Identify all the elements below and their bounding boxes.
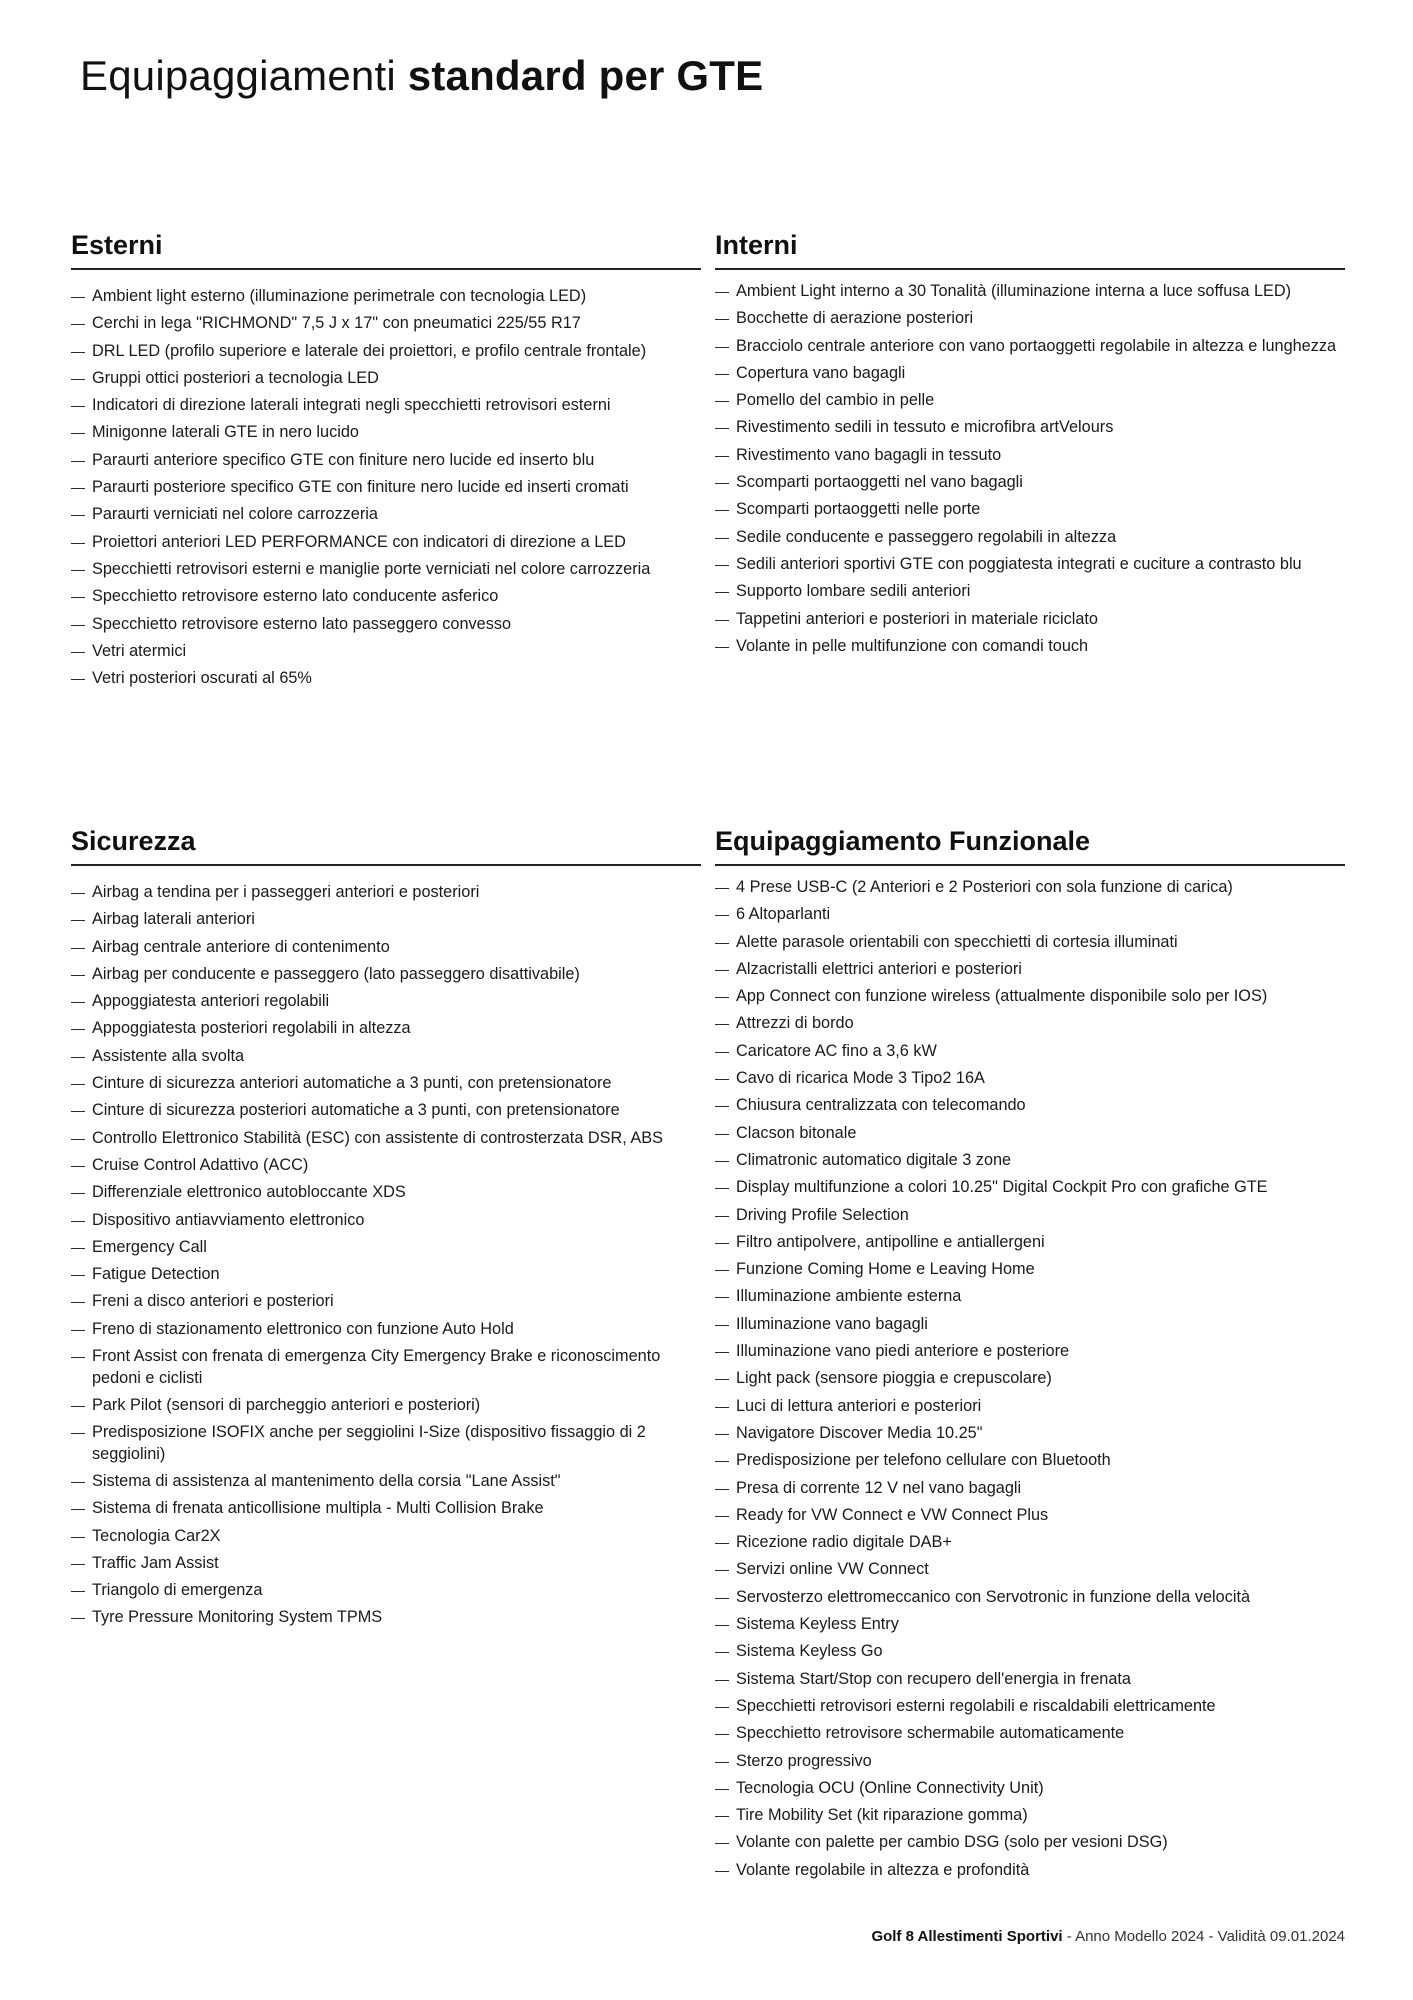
list-item: — Airbag a tendina per i passeggeri anteriori e posteriori bbox=[71, 882, 701, 904]
list-item: — Fatigue Detection bbox=[71, 1264, 701, 1286]
list-item: — Paraurti verniciati nel colore carrozzeria bbox=[71, 504, 701, 526]
page-title-light: Equipaggiamenti bbox=[80, 52, 396, 99]
list-item: — Tire Mobility Set (kit riparazione gomma) bbox=[715, 1805, 1345, 1827]
list-item: — Light pack (sensore pioggia e crepuscolare) bbox=[715, 1368, 1345, 1390]
list-item: — Alzacristalli elettrici anteriori e posteriori bbox=[715, 959, 1345, 981]
list-item: — Volante in pelle multifunzione con comandi touch bbox=[715, 636, 1345, 658]
list-item: — Tecnologia Car2X bbox=[71, 1526, 701, 1548]
list-item: — Tappetini anteriori e posteriori in materiale riciclato bbox=[715, 609, 1345, 631]
list-item: — Appoggiatesta anteriori regolabili bbox=[71, 991, 701, 1013]
page-title bbox=[80, 52, 763, 100]
list-item: — Appoggiatesta posteriori regolabili in altezza bbox=[71, 1018, 701, 1040]
section-heading: Esterni bbox=[71, 230, 701, 270]
list-item: — Tyre Pressure Monitoring System TPMS bbox=[71, 1607, 701, 1629]
list-item: — Presa di corrente 12 V nel vano bagagli bbox=[715, 1478, 1345, 1500]
list-item: — Proiettori anteriori LED PERFORMANCE con indicatori di direzione a LED bbox=[71, 532, 701, 554]
list-item: — Servosterzo elettromeccanico con Servotronic in funzione della velocità bbox=[715, 1587, 1345, 1609]
list-item: — Filtro antipolvere, antipolline e antiallergeni bbox=[715, 1232, 1345, 1254]
section-heading: Interni bbox=[715, 230, 1345, 270]
list-item: — Specchietto retrovisore esterno lato conducente asferico bbox=[71, 586, 701, 608]
footer-validity: - Anno Modello 2024 - Validità 09.01.2024 bbox=[1062, 1928, 1345, 1945]
list-item: — Cruise Control Adattivo (ACC) bbox=[71, 1155, 701, 1177]
list-item: — Specchietto retrovisore schermabile automaticamente bbox=[715, 1723, 1345, 1745]
list-item: — Climatronic automatico digitale 3 zone bbox=[715, 1150, 1345, 1172]
list-item: — Illuminazione vano piedi anteriore e posteriore bbox=[715, 1341, 1345, 1363]
section-funzionale bbox=[715, 826, 1345, 1887]
list-item: — Cerchi in lega "RICHMOND" 7,5 J x 17" con pneumatici 225/55 R17 bbox=[71, 313, 701, 335]
list-item: — Caricatore AC fino a 3,6 kW bbox=[715, 1041, 1345, 1063]
feature-list bbox=[715, 877, 1345, 1881]
list-item: — DRL LED (profilo superiore e laterale dei proiettori, e profilo centrale frontale) bbox=[71, 341, 701, 363]
feature-list bbox=[71, 286, 701, 690]
list-item: — Specchietti retrovisori esterni e maniglie porte verniciati nel colore carrozzeria bbox=[71, 559, 701, 581]
list-item: — Luci di lettura anteriori e posteriori bbox=[715, 1396, 1345, 1418]
list-item: — Servizi online VW Connect bbox=[715, 1559, 1345, 1581]
list-item: — Freni a disco anteriori e posteriori bbox=[71, 1291, 701, 1313]
list-item: — Paraurti anteriore specifico GTE con finiture nero lucide ed inserto blu bbox=[71, 450, 701, 472]
list-item: — Cinture di sicurezza posteriori automatiche a 3 punti, con pretensionatore bbox=[71, 1100, 701, 1122]
page-title-bold: standard per GTE bbox=[407, 52, 764, 99]
list-item: — Sistema Keyless Entry bbox=[715, 1614, 1345, 1636]
list-item: — Volante con palette per cambio DSG (solo per vesioni DSG) bbox=[715, 1832, 1345, 1854]
list-item: — Ambient Light interno a 30 Tonalità (illuminazione interna a luce soffusa LED) bbox=[715, 281, 1345, 303]
list-item: — Ricezione radio digitale DAB+ bbox=[715, 1532, 1345, 1554]
list-item: — Copertura vano bagagli bbox=[715, 363, 1345, 385]
list-item: — Gruppi ottici posteriori a tecnologia LED bbox=[71, 368, 701, 390]
list-item: — Controllo Elettronico Stabilità (ESC) con assistente di controsterzata DSR, ABS bbox=[71, 1128, 701, 1150]
list-item: — Differenziale elettronico autobloccante XDS bbox=[71, 1182, 701, 1204]
list-item: — Airbag per conducente e passeggero (lato passeggero disattivabile) bbox=[71, 964, 701, 986]
list-item: — Ambient light esterno (illuminazione perimetrale con tecnologia LED) bbox=[71, 286, 701, 308]
list-item: — Pomello del cambio in pelle bbox=[715, 390, 1345, 412]
list-item: — Paraurti posteriore specifico GTE con finiture nero lucide ed inserti cromati bbox=[71, 477, 701, 499]
list-item: — Airbag laterali anteriori bbox=[71, 909, 701, 931]
list-item: — Airbag centrale anteriore di contenimento bbox=[71, 937, 701, 959]
list-item: — Sterzo progressivo bbox=[715, 1751, 1345, 1773]
list-item: — Cinture di sicurezza anteriori automatiche a 3 punti, con pretensionatore bbox=[71, 1073, 701, 1095]
list-item: — Funzione Coming Home e Leaving Home bbox=[715, 1259, 1345, 1281]
section-heading: Equipaggiamento Funzionale bbox=[715, 826, 1345, 866]
list-item: — Dispositivo antiavviamento elettronico bbox=[71, 1210, 701, 1232]
list-item: — Freno di stazionamento elettronico con funzione Auto Hold bbox=[71, 1319, 701, 1341]
list-item: — Vetri posteriori oscurati al 65% bbox=[71, 668, 701, 690]
list-item: — Clacson bitonale bbox=[715, 1123, 1345, 1145]
list-item: — Sistema di frenata anticollisione multipla - Multi Collision Brake bbox=[71, 1498, 701, 1520]
list-item: — Supporto lombare sedili anteriori bbox=[715, 581, 1345, 603]
list-item: — Sistema Start/Stop con recupero dell'energia in frenata bbox=[715, 1669, 1345, 1691]
list-item: — Minigonne laterali GTE in nero lucido bbox=[71, 422, 701, 444]
list-item: — Alette parasole orientabili con specchietti di cortesia illuminati bbox=[715, 932, 1345, 954]
list-item: — Emergency Call bbox=[71, 1237, 701, 1259]
list-item: — Traffic Jam Assist bbox=[71, 1553, 701, 1575]
list-item: — Display multifunzione a colori 10.25" Digital Cockpit Pro con grafiche GTE bbox=[715, 1177, 1345, 1199]
list-item: — 4 Prese USB-C (2 Anteriori e 2 Posteriori con sola funzione di carica) bbox=[715, 877, 1345, 899]
list-item: — Sistema Keyless Go bbox=[715, 1641, 1345, 1663]
section-heading: Sicurezza bbox=[71, 826, 701, 866]
list-item: — 6 Altoparlanti bbox=[715, 904, 1345, 926]
list-item: — Illuminazione vano bagagli bbox=[715, 1314, 1345, 1336]
feature-list bbox=[715, 281, 1345, 657]
list-item: — Front Assist con frenata di emergenza City Emergency Brake e riconoscimento pedoni e ciclisti bbox=[71, 1346, 701, 1389]
list-item: — Assistente alla svolta bbox=[71, 1046, 701, 1068]
list-item: — Rivestimento sedili in tessuto e microfibra artVelours bbox=[715, 417, 1345, 439]
list-item: — Cavo di ricarica Mode 3 Tipo2 16A bbox=[715, 1068, 1345, 1090]
section-sicurezza bbox=[71, 826, 701, 1635]
list-item: — Illuminazione ambiente esterna bbox=[715, 1286, 1345, 1308]
list-item: — Sistema di assistenza al mantenimento della corsia "Lane Assist" bbox=[71, 1471, 701, 1493]
list-item: — Driving Profile Selection bbox=[715, 1205, 1345, 1227]
list-item: — Specchietti retrovisori esterni regolabili e riscaldabili elettricamente bbox=[715, 1696, 1345, 1718]
list-item: — Sedili anteriori sportivi GTE con poggiatesta integrati e cuciture a contrasto blu bbox=[715, 554, 1345, 576]
list-item: — Vetri atermici bbox=[71, 641, 701, 663]
list-item: — App Connect con funzione wireless (attualmente disponibile solo per IOS) bbox=[715, 986, 1345, 1008]
list-item: — Predisposizione ISOFIX anche per seggiolini I-Size (dispositivo fissaggio di 2 seggiolini) bbox=[71, 1422, 701, 1465]
section-interni bbox=[715, 230, 1345, 663]
list-item: — Ready for VW Connect e VW Connect Plus bbox=[715, 1505, 1345, 1527]
list-item: — Specchietto retrovisore esterno lato passeggero convesso bbox=[71, 614, 701, 636]
footer-title: Golf 8 Allestimenti Sportivi bbox=[871, 1928, 1063, 1945]
list-item: — Tecnologia OCU (Online Connectivity Unit) bbox=[715, 1778, 1345, 1800]
list-item: — Predisposizione per telefono cellulare con Bluetooth bbox=[715, 1450, 1345, 1472]
section-esterni bbox=[71, 230, 701, 695]
list-item: — Volante regolabile in altezza e profondità bbox=[715, 1860, 1345, 1882]
list-item: — Bocchette di aerazione posteriori bbox=[715, 308, 1345, 330]
list-item: — Triangolo di emergenza bbox=[71, 1580, 701, 1602]
list-item: — Chiusura centralizzata con telecomando bbox=[715, 1095, 1345, 1117]
list-item: — Scomparti portaoggetti nelle porte bbox=[715, 499, 1345, 521]
list-item: — Sedile conducente e passeggero regolabili in altezza bbox=[715, 527, 1345, 549]
footer bbox=[871, 1928, 1345, 1945]
list-item: — Bracciolo centrale anteriore con vano portaoggetti regolabile in altezza e lunghezza bbox=[715, 336, 1345, 358]
list-item: — Rivestimento vano bagagli in tessuto bbox=[715, 445, 1345, 467]
list-item: — Navigatore Discover Media 10.25" bbox=[715, 1423, 1345, 1445]
list-item: — Indicatori di direzione laterali integrati negli specchietti retrovisori esterni bbox=[71, 395, 701, 417]
list-item: — Scomparti portaoggetti nel vano bagagli bbox=[715, 472, 1345, 494]
list-item: — Attrezzi di bordo bbox=[715, 1013, 1345, 1035]
list-item: — Park Pilot (sensori di parcheggio anteriori e posteriori) bbox=[71, 1395, 701, 1417]
feature-list bbox=[71, 882, 701, 1629]
